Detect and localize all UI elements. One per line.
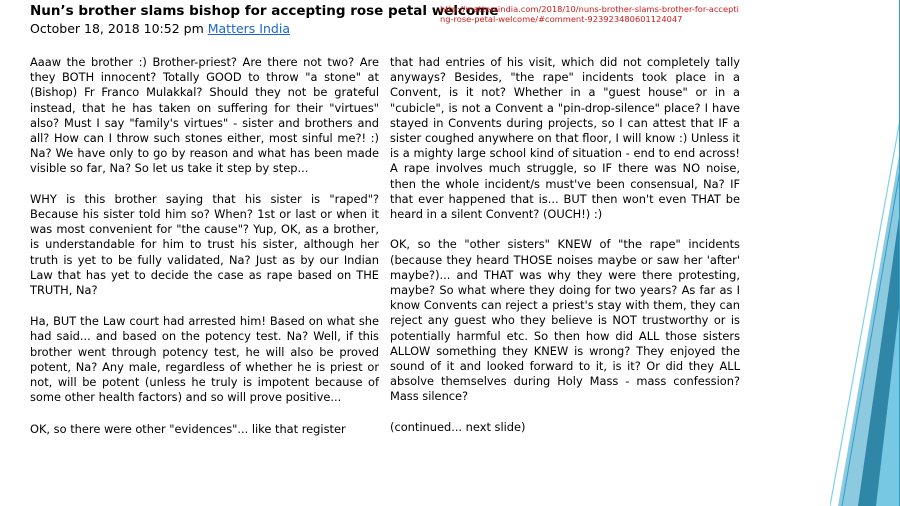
- comment-paragraph: OK, so the "other sisters" KNEW of "the rape" incidents (because they heard THOSE noises maybe or saw her 'after' maybe?)... and THAT was why they were there protesting, maybe? So what where they doing for two years? As far as I know Convents can reject a priest's stay with them, they can reject any guest who they believe is NOT trustworthy or is potentially harmful etc. So then how did ALL those sisters ALLOW something they KNEW is wrong? They enjoyed the sound of it and looked forward to it, is it? Or did they ALL absolve themselves during Holy Mass - mass confession? Mass silence?: [390, 237, 740, 404]
- post-date: October 18, 2018 10:52 pm: [30, 21, 204, 36]
- dateline: [30, 20, 430, 37]
- continued-note: (continued... next slide): [390, 419, 526, 434]
- comment-paragraph: Ha, BUT the Law court had arrested him! Based on what she had said... and based on the potency test. Na? Well, if this brother went through potency test, he will also be proved potent, Na? Any male, regardless of whether he is priest or not, will be potent (unless he truly is impotent because of some other health factors) and so will prove positive...: [30, 314, 379, 405]
- comment-paragraph: that had entries of his visit, which did not completely tally anyways? Besides, "the rape" incidents took place in a Convent, is it not? Whether in a "guest house" or in a "cubicle", is not a Convent a "pin-drop-silence" place? I have stayed in Convents during projects, so I can attest that IF a sister coughed anywhere on that floor, I will know :) Unless it is a mighty large school kind of situation - end to end across! A rape involves much struggle, so IF there was NO noise, then the whole incident/s must've been consensual, Na? IF that ever happened that is... BUT then won't even THAT be heard in a silent Convent? (OUCH!) :): [390, 55, 740, 222]
- comment-paragraph: OK, so there were other "evidences"... like that register: [30, 422, 346, 437]
- comment-column-right: [390, 55, 740, 450]
- source-url[interactable]: http://mattersindia.com/2018/10/nuns-brother-slams-brother-for-accepting-rose-petal-welcome/#comment-923923480601124047: [440, 4, 739, 24]
- source-link[interactable]: Matters India: [207, 21, 290, 36]
- article-title: Nun’s brother slams bishop for accepting rose petal welcome: [30, 3, 499, 19]
- decorative-stripes: [830, 0, 900, 506]
- comment-column-left: [30, 55, 379, 453]
- comment-paragraph: Aaaw the brother :) Brother-priest? Are there not two? Are they BOTH innocent? Totally GOOD to throw "a stone" at (Bishop) Fr Franco Mulakkal? Should they not be grateful instead, that he has taken on suffering for their "virtues" also? Must I say "family's virtues" - sister and brothers and all? How can I throw such stones either, most sinful me?! :) Na? We have only to go by reason and what has been made visible so far, Na? So let us take it step by step...: [30, 55, 379, 176]
- comment-paragraph: WHY is this brother saying that his sister is "raped"? Because his sister told him so? When? 1st or last or when it was most convenient for "the cause"? Yup, OK, as a brother, is understandable for him to trust his sister, although her truth is yet to be fully validated, Na? Just as by our Indian Law that has yet to decide the case as rape based on THE TRUTH, Na?: [30, 191, 379, 298]
- header: [30, 3, 499, 37]
